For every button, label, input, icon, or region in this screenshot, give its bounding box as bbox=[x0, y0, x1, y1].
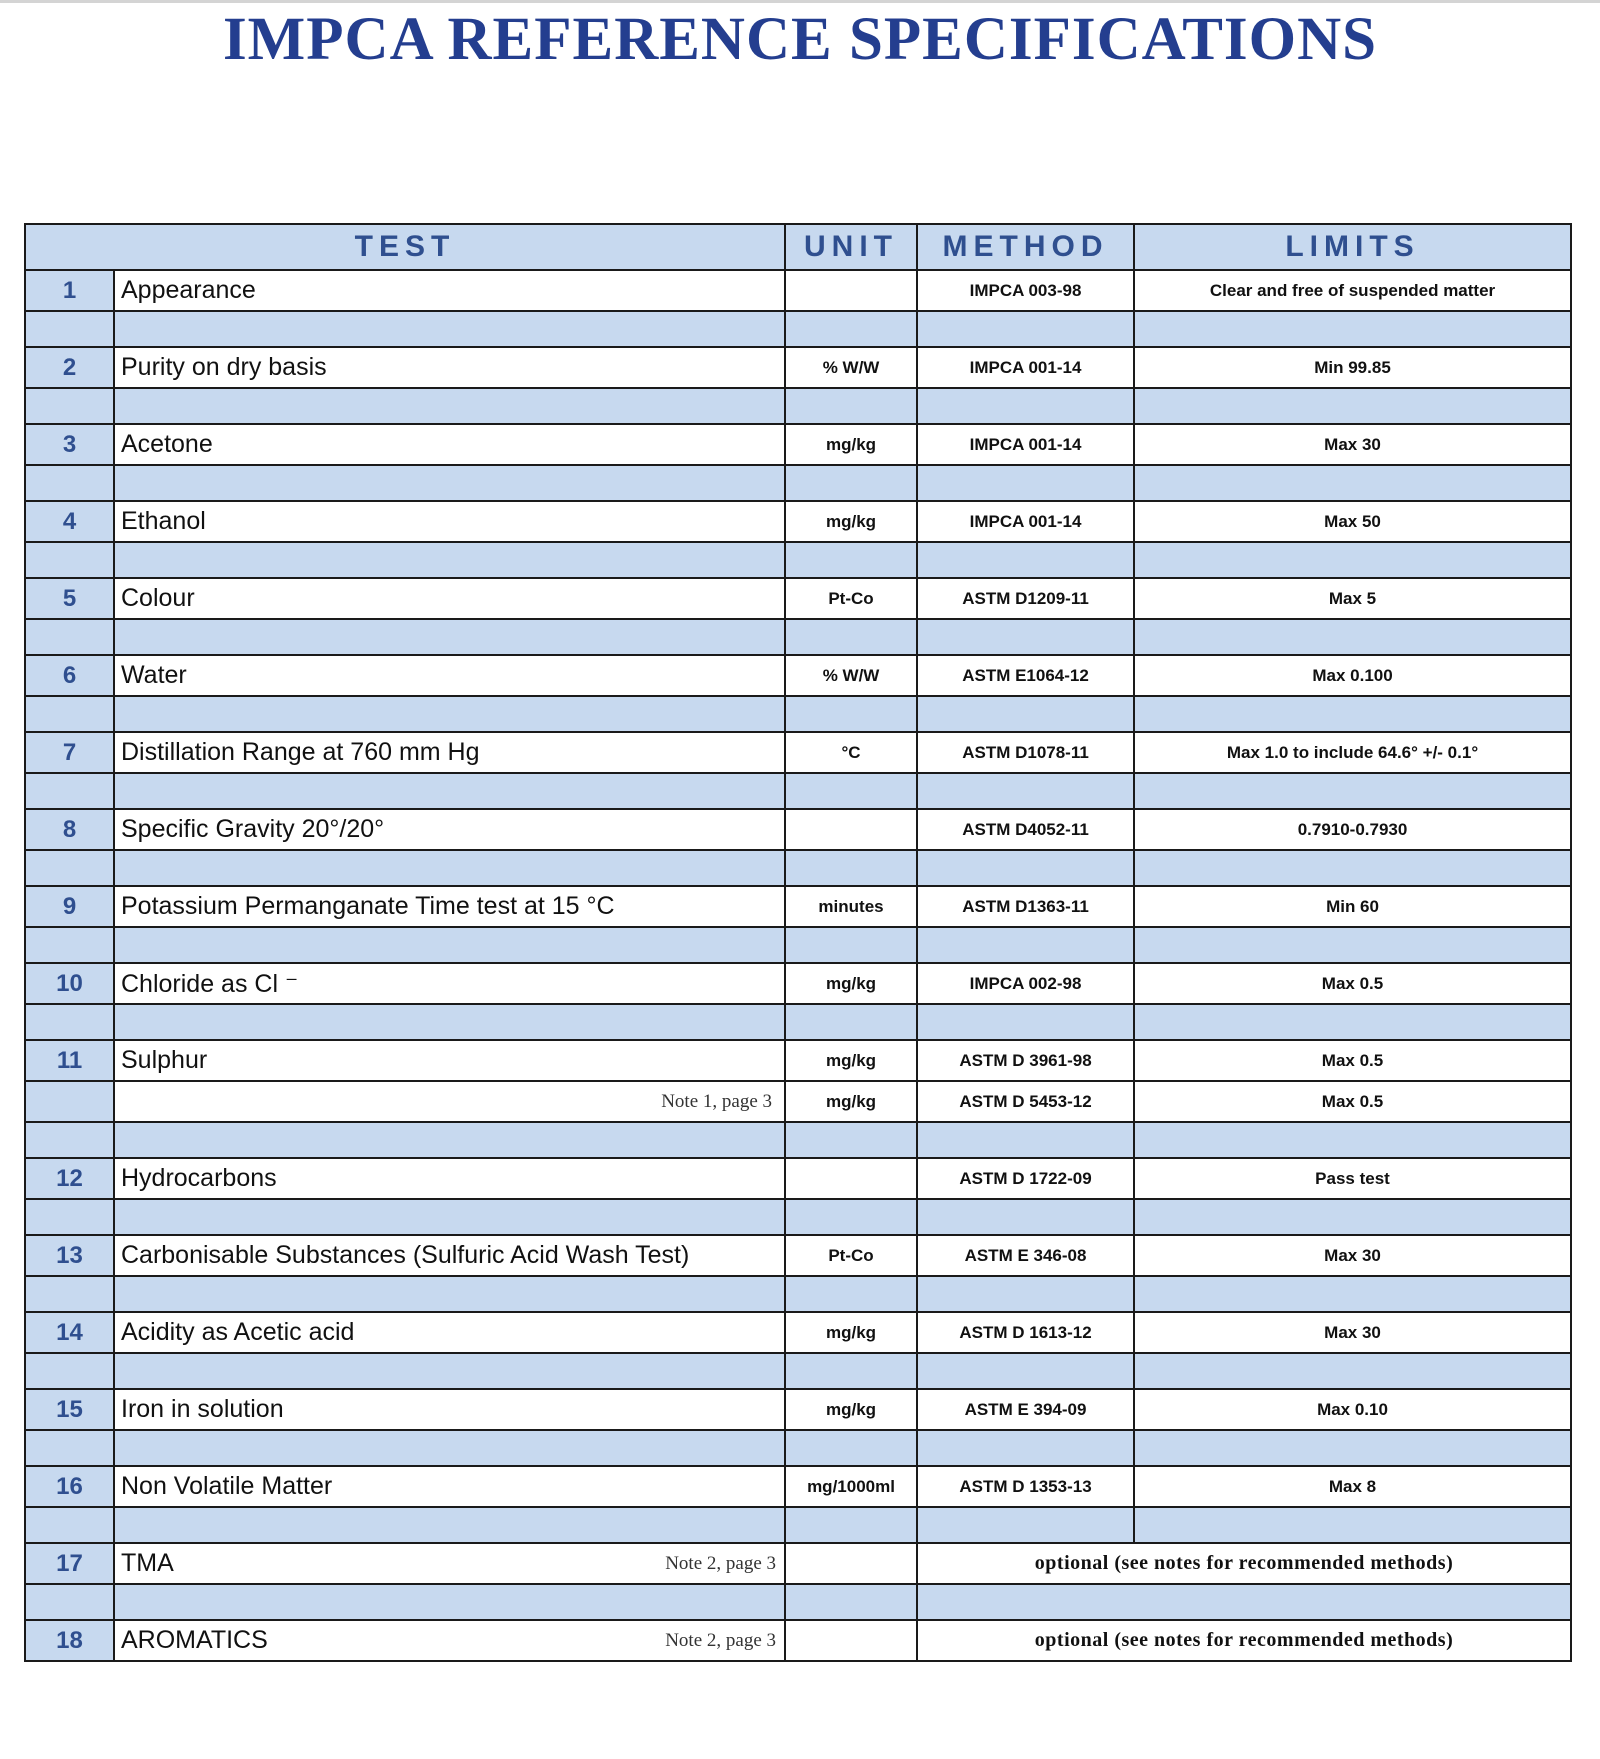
unit-cell: mg/kg bbox=[785, 1040, 917, 1081]
limit-cell: Clear and free of suspended matter bbox=[1134, 270, 1571, 311]
limit-cell: Max 5 bbox=[1134, 578, 1571, 619]
spacer-row bbox=[25, 850, 1571, 886]
spacer-row bbox=[25, 1004, 1571, 1040]
unit-cell: mg/kg bbox=[785, 501, 917, 542]
table-row bbox=[25, 732, 1571, 773]
limit-cell: Max 0.5 bbox=[1134, 1081, 1571, 1122]
method-cell: ASTM E 394-09 bbox=[917, 1389, 1134, 1430]
header-test: TEST bbox=[25, 224, 785, 270]
spacer-row bbox=[25, 1353, 1571, 1389]
spacer-row bbox=[25, 542, 1571, 578]
test-name-with-note bbox=[114, 1543, 785, 1584]
method-cell: IMPCA 002-98 bbox=[917, 963, 1134, 1004]
header-limits: LIMITS bbox=[1134, 224, 1571, 270]
unit-cell bbox=[785, 1543, 917, 1584]
table-row bbox=[25, 1312, 1571, 1353]
method-cell: ASTM D1363-11 bbox=[917, 886, 1134, 927]
unit-cell: Pt-Co bbox=[785, 578, 917, 619]
spacer-row bbox=[25, 773, 1571, 809]
page-title: IMPCA REFERENCE SPECIFICATIONS bbox=[222, 6, 1378, 73]
method-cell: ASTM D4052-11 bbox=[917, 809, 1134, 850]
unit-cell bbox=[785, 1158, 917, 1199]
table-row bbox=[25, 1466, 1571, 1507]
unit-cell: % W/W bbox=[785, 347, 917, 388]
method-cell: IMPCA 001-14 bbox=[917, 347, 1134, 388]
method-cell: ASTM D 5453-12 bbox=[917, 1081, 1134, 1122]
spacer-row bbox=[25, 1584, 1571, 1620]
row-number: 17 bbox=[25, 1543, 114, 1584]
table-row bbox=[25, 1235, 1571, 1276]
table-row bbox=[25, 1158, 1571, 1199]
test-name: Potassium Permanganate Time test at 15 °C bbox=[114, 886, 785, 927]
method-cell: ASTM E 346-08 bbox=[917, 1235, 1134, 1276]
table-row bbox=[25, 655, 1571, 696]
method-cell: IMPCA 001-14 bbox=[917, 424, 1134, 465]
row-number: 2 bbox=[25, 347, 114, 388]
unit-cell: minutes bbox=[785, 886, 917, 927]
row-number: 10 bbox=[25, 963, 114, 1004]
limit-cell: Max 0.5 bbox=[1134, 1040, 1571, 1081]
unit-cell bbox=[785, 809, 917, 850]
header-row bbox=[25, 224, 1571, 270]
row-number: 4 bbox=[25, 501, 114, 542]
unit-cell: % W/W bbox=[785, 655, 917, 696]
spacer-row bbox=[25, 696, 1571, 732]
spacer-row bbox=[25, 927, 1571, 963]
limit-cell: Max 0.5 bbox=[1134, 963, 1571, 1004]
method-cell: ASTM D1078-11 bbox=[917, 732, 1134, 773]
header-unit: UNIT bbox=[785, 224, 917, 270]
row-number: 16 bbox=[25, 1466, 114, 1507]
limit-cell: Max 8 bbox=[1134, 1466, 1571, 1507]
test-name: Carbonisable Substances (Sulfuric Acid Wash Test) bbox=[114, 1235, 785, 1276]
table-row bbox=[25, 809, 1571, 850]
limit-cell: Max 0.100 bbox=[1134, 655, 1571, 696]
row-number: 7 bbox=[25, 732, 114, 773]
table-row bbox=[25, 1543, 1571, 1584]
spacer-row bbox=[25, 465, 1571, 501]
spacer-row bbox=[25, 388, 1571, 424]
test-name-with-note bbox=[114, 1620, 785, 1661]
unit-cell: mg/kg bbox=[785, 1312, 917, 1353]
table-row bbox=[25, 347, 1571, 388]
test-name: Hydrocarbons bbox=[114, 1158, 785, 1199]
limit-cell: Pass test bbox=[1134, 1158, 1571, 1199]
row-number: 13 bbox=[25, 1235, 114, 1276]
test-name: Purity on dry basis bbox=[114, 347, 785, 388]
limit-cell: 0.7910-0.7930 bbox=[1134, 809, 1571, 850]
limit-cell: Max 30 bbox=[1134, 1312, 1571, 1353]
spacer-row bbox=[25, 1430, 1571, 1466]
limit-cell: Min 60 bbox=[1134, 886, 1571, 927]
unit-cell: mg/kg bbox=[785, 963, 917, 1004]
method-cell: ASTM D 1613-12 bbox=[917, 1312, 1134, 1353]
row-number: 15 bbox=[25, 1389, 114, 1430]
spacer-row bbox=[25, 619, 1571, 655]
table-row bbox=[25, 1620, 1571, 1661]
method-cell: IMPCA 003-98 bbox=[917, 270, 1134, 311]
method-cell: ASTM D 1353-13 bbox=[917, 1466, 1134, 1507]
row-number: 9 bbox=[25, 886, 114, 927]
test-name: Chloride as Cl ⁻ bbox=[114, 963, 785, 1004]
specifications-table bbox=[24, 223, 1572, 1662]
table-row bbox=[25, 424, 1571, 465]
test-name: TMA bbox=[121, 1549, 174, 1577]
test-name: Colour bbox=[114, 578, 785, 619]
unit-cell bbox=[785, 270, 917, 311]
table-row bbox=[25, 501, 1571, 542]
limit-cell: Max 0.10 bbox=[1134, 1389, 1571, 1430]
note-reference: Note 2, page 3 bbox=[665, 1552, 777, 1574]
table-row bbox=[25, 1389, 1571, 1430]
method-cell: ASTM E1064-12 bbox=[917, 655, 1134, 696]
note-reference: Note 1, page 3 bbox=[114, 1081, 785, 1122]
row-number: 18 bbox=[25, 1620, 114, 1661]
test-name: Appearance bbox=[114, 270, 785, 311]
test-name: Acetone bbox=[114, 424, 785, 465]
unit-cell: mg/1000ml bbox=[785, 1466, 917, 1507]
method-cell: ASTM D 1722-09 bbox=[917, 1158, 1134, 1199]
method-cell: ASTM D 3961-98 bbox=[917, 1040, 1134, 1081]
test-name: Specific Gravity 20°/20° bbox=[114, 809, 785, 850]
row-number: 5 bbox=[25, 578, 114, 619]
spacer-row bbox=[25, 1122, 1571, 1158]
limit-cell: Max 50 bbox=[1134, 501, 1571, 542]
note-reference: Note 2, page 3 bbox=[665, 1629, 777, 1651]
table-row bbox=[25, 1040, 1571, 1081]
test-name: AROMATICS bbox=[121, 1626, 268, 1654]
unit-cell: mg/kg bbox=[785, 424, 917, 465]
test-name: Non Volatile Matter bbox=[114, 1466, 785, 1507]
unit-cell: Pt-Co bbox=[785, 1235, 917, 1276]
method-cell: IMPCA 001-14 bbox=[917, 501, 1134, 542]
limit-cell: Max 1.0 to include 64.6° +/- 0.1° bbox=[1134, 732, 1571, 773]
sulphur-alt-row bbox=[25, 1081, 1571, 1122]
table-row bbox=[25, 270, 1571, 311]
test-name: Iron in solution bbox=[114, 1389, 785, 1430]
limit-cell: Max 30 bbox=[1134, 424, 1571, 465]
unit-cell bbox=[785, 1620, 917, 1661]
unit-cell: °C bbox=[785, 732, 917, 773]
header-method: METHOD bbox=[917, 224, 1134, 270]
test-name: Water bbox=[114, 655, 785, 696]
table-row bbox=[25, 886, 1571, 927]
table-row bbox=[25, 963, 1571, 1004]
limit-cell: Min 99.85 bbox=[1134, 347, 1571, 388]
test-name: Acidity as Acetic acid bbox=[114, 1312, 785, 1353]
row-number: 6 bbox=[25, 655, 114, 696]
test-name: Distillation Range at 760 mm Hg bbox=[114, 732, 785, 773]
test-name: Sulphur bbox=[114, 1040, 785, 1081]
unit-cell: mg/kg bbox=[785, 1389, 917, 1430]
spacer-row bbox=[25, 1199, 1571, 1235]
spacer-row bbox=[25, 311, 1571, 347]
spacer-row bbox=[25, 1507, 1571, 1543]
optional-cell: optional (see notes for recommended methods) bbox=[917, 1620, 1571, 1661]
row-number: 11 bbox=[25, 1040, 114, 1081]
row-number: 14 bbox=[25, 1312, 114, 1353]
limit-cell: Max 30 bbox=[1134, 1235, 1571, 1276]
method-cell: ASTM D1209-11 bbox=[917, 578, 1134, 619]
spacer-row bbox=[25, 1276, 1571, 1312]
row-number: 1 bbox=[25, 270, 114, 311]
row-number: 3 bbox=[25, 424, 114, 465]
row-number: 8 bbox=[25, 809, 114, 850]
row-number: 12 bbox=[25, 1158, 114, 1199]
unit-cell: mg/kg bbox=[785, 1081, 917, 1122]
test-name: Ethanol bbox=[114, 501, 785, 542]
table-row bbox=[25, 578, 1571, 619]
optional-cell: optional (see notes for recommended methods) bbox=[917, 1543, 1571, 1584]
